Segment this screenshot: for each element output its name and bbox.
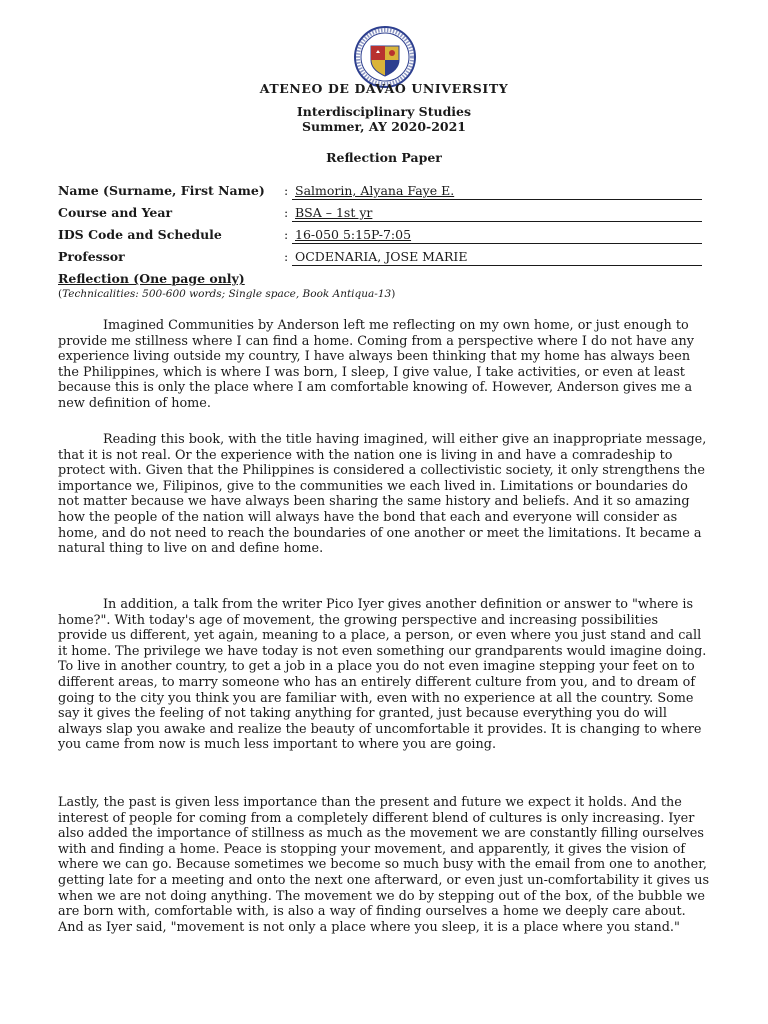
department-name: Interdisciplinary Studies [296,104,472,119]
technicalities-text: Technicalities: 500-600 words; Single space, Book Antiqua-13 [62,288,392,300]
info-value-course: BSA – 1st yr [292,205,702,222]
info-label: IDS Code and Schedule [58,227,222,242]
technicalities-note [58,288,395,300]
paren-open: ( [58,288,63,300]
info-colon: : [284,227,289,242]
university-name: ATENEO DE DAVAO UNIVERSITY [259,81,509,96]
info-label: Professor [58,249,125,264]
university-seal-logo [354,26,416,88]
info-row-name [58,183,708,205]
info-value-name: Salmorin, Alyana Faye E. [292,183,702,200]
info-colon: : [284,205,289,220]
paper-type-title: Reflection Paper [326,150,442,165]
info-row-ids-code [58,227,708,249]
paragraph-2: Reading this book, with the title having imagined, will either give an inappropriate message, that it is not real. Or the experience with the nation one is living in and have a comradeship to protect with. Given that the Philippines is considered a collectivistic society, it only strengthens the importance we, Filipinos, give to the communities we each lived in. Limitations or boundaries do not matter because we have always been sharing the same history and beliefs. And it so amazing how the people of the nation will always have the bond that each and everyone will consider as home, and do not need to reach the boundaries of one another or meet the limitations. It became a natural thing to live on and define home. [58,432,707,557]
info-label: Name (Surname, First Name) [58,183,265,198]
academic-term: Summer, AY 2020-2021 [301,119,467,134]
paren-close: ) [391,288,396,300]
info-colon: : [284,249,289,264]
info-row-course [58,205,708,227]
reflection-heading: Reflection (One page only) [58,271,245,286]
info-value-ids-code: 16-050 5:15P-7:05 [292,227,702,244]
info-row-professor [58,249,708,271]
info-value-professor: OCDENARIA, JOSE MARIE [292,249,702,266]
paragraph-4: Lastly, the past is given less importance than the present and future we expect it holds. And the interest of people for coming from a completely different blend of cultures is only increasing. Iyer also added the importance of stillness as much as the movement we are constantly filling ourselves with and finding a home. Peace is stopping your movement, and apparently, it gives the vision of where we can go. Because sometimes we become so much busy with the email from one to another, getting late for a meeting and onto the next one afterward, or even just un-comfortability it gives us when we are not doing anything. The movement we do by stepping out of the box, of the bubble we are born with, comfortable with, is also a way of finding ourselves a home we deeply care about. And as Iyer said, "movement is not only a place where you sleep, it is a place where you stand." [58,795,710,935]
info-label: Course and Year [58,205,173,220]
info-colon: : [284,183,289,198]
paragraph-3: In addition, a talk from the writer Pico Iyer gives another definition or answer to "where is home?". With today's age of movement, the growing perspective and increasing possibilities provide us different, yet again, meaning to a place, a person, or even where you just stand and call it home. The privilege we have today is not even something our grandparents would imagine doing. To live in another country, to get a job in a place you do not even imagine stepping your feet on to different areas, to marry someone who has an entirely different culture from you, and to dream of going to the city you think you are familiar with, even with no experience at all the country. Some say it gives the feeling of not taking anything for granted, just because everything you do will always slap you awake and realize the beauty of uncomfortable it provides. It is changing to where you came from now is much less important to where you are going. [58,597,707,753]
paragraph-1: Imagined Communities by Anderson left me reflecting on my own home, or just enough to provide me stillness where I can find a home. Coming from a perspective where I do not have any experience living outside my country, I have always been thinking that my home has always been the Philippines, which is where I was born, I sleep, I give value, I take activities, or even at least because this is only the place where I am comfortable knowing of. However, Anderson gives me a new definition of home. [58,318,695,411]
